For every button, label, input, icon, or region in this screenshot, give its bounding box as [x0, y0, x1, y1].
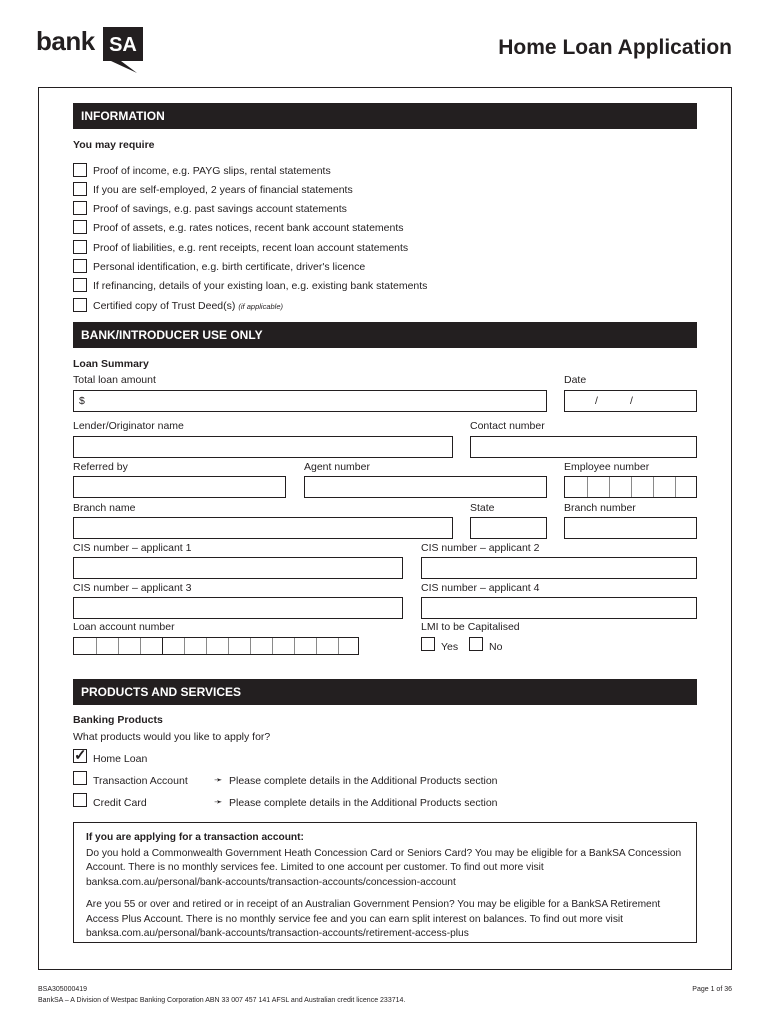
total-loan-amount-label: Total loan amount: [73, 374, 156, 386]
cis-applicant-2-field[interactable]: [421, 557, 697, 579]
information-checkbox[interactable]: [73, 259, 87, 273]
lmi-label: LMI to be Capitalised: [421, 621, 520, 633]
information-checkbox[interactable]: [73, 163, 87, 177]
cis-applicant-3-field[interactable]: [73, 597, 403, 619]
information-checkbox[interactable]: [73, 201, 87, 215]
information-item-label: If refinancing, details of your existing loan, e.g. existing bank statements: [93, 280, 428, 292]
products-heading: PRODUCTS AND SERVICES: [73, 679, 697, 705]
product-item-label: Home Loan: [93, 753, 148, 765]
employee-number-field[interactable]: [564, 476, 697, 498]
form-code: BSA305000419: [38, 986, 88, 993]
contact-number-field[interactable]: [470, 436, 697, 458]
products-question: What products would you like to apply for?: [73, 731, 271, 743]
cis-applicant-1-label: CIS number – applicant 1: [73, 542, 192, 554]
information-subheading: You may require: [73, 139, 155, 151]
cis-applicant-4-field[interactable]: [421, 597, 697, 619]
agent-number-field[interactable]: [304, 476, 547, 498]
loan-account-number-label: Loan account number: [73, 621, 175, 633]
state-label: State: [470, 502, 495, 514]
referred-by-label: Referred by: [73, 461, 128, 473]
product-item-label: Credit Card: [93, 797, 147, 809]
lmi-no-label: No: [489, 641, 503, 653]
lender-name-label: Lender/Originator name: [73, 420, 184, 432]
information-item-label: Personal identification, e.g. birth certificate, driver's licence: [93, 261, 366, 273]
cis-applicant-1-field[interactable]: [73, 557, 403, 579]
cis-applicant-4-label: CIS number – applicant 4: [421, 582, 540, 594]
banking-products-heading: Banking Products: [73, 714, 163, 726]
information-item-label: Proof of liabilities, e.g. rent receipts, recent loan account statements: [93, 242, 409, 254]
check-icon: ✓: [74, 747, 87, 764]
information-item-label: If you are self-employed, 2 years of financial statements: [93, 184, 353, 196]
information-checkbox[interactable]: [73, 278, 87, 292]
loan-summary-heading: Loan Summary: [73, 358, 149, 370]
product-item-label: Transaction Account: [93, 775, 188, 787]
lmi-yes-label: Yes: [441, 641, 459, 653]
information-checkbox[interactable]: [73, 182, 87, 196]
transaction-account-info-box: [73, 822, 697, 943]
lender-name-field[interactable]: [73, 436, 453, 458]
bank-use-heading: BANK/INTRODUCER USE ONLY: [73, 322, 697, 348]
information-item-label: Proof of savings, e.g. past savings account statements: [93, 203, 347, 215]
agent-number-label: Agent number: [304, 461, 370, 473]
information-item-label: Certified copy of Trust Deed(s) (if applicable): [93, 300, 283, 312]
total-loan-amount-field[interactable]: [73, 390, 547, 412]
arrow-right-icon: ➛: [214, 797, 223, 808]
information-checkbox[interactable]: [73, 240, 87, 254]
contact-number-label: Contact number: [470, 420, 545, 432]
page-title: Home Loan Application: [498, 36, 732, 59]
brand-logo-badge: [103, 27, 143, 73]
lmi-yes-checkbox[interactable]: [421, 637, 435, 651]
product-item-note: Please complete details in the Additional Products section: [229, 775, 498, 787]
info-box-title: If you are applying for a transaction account:: [86, 832, 304, 843]
page-number: Page 1 of 36: [692, 986, 732, 993]
branch-number-label: Branch number: [564, 502, 636, 514]
date-separator: /: [630, 395, 633, 407]
product-checkbox[interactable]: [73, 749, 87, 763]
product-checkbox[interactable]: [73, 793, 87, 807]
product-checkbox[interactable]: [73, 771, 87, 785]
cis-applicant-3-label: CIS number – applicant 3: [73, 582, 192, 594]
legal-text: BankSA – A Division of Westpac Banking Corporation ABN 33 007 457 141 AFSL and Australian credit licence 233714.: [38, 997, 406, 1004]
branch-name-label: Branch name: [73, 502, 136, 514]
concession-account-paragraph: Do you hold a Commonwealth Government Heath Concession Card or Seniors Card? You may be eligible for a BankSA Concession Account. There is no monthly services fee. Limited to one account per customer. To find out more visit banksa.com.au/personal/bank-accounts/transaction-accounts/concession-account: [86, 847, 682, 888]
cis-applicant-2-label: CIS number – applicant 2: [421, 542, 540, 554]
currency-symbol: $: [79, 395, 85, 407]
information-item-note: (if applicable): [238, 302, 283, 311]
branch-number-field[interactable]: [564, 517, 697, 539]
svg-text:SA: SA: [109, 34, 137, 56]
date-label: Date: [564, 374, 587, 386]
date-separator: /: [595, 395, 598, 407]
information-item-label: Proof of income, e.g. PAYG slips, rental statements: [93, 165, 331, 177]
brand-logo-text: bank: [36, 26, 95, 56]
information-checkbox[interactable]: [73, 298, 87, 312]
retirement-account-paragraph: Are you 55 or over and retired or in receipt of an Australian Government Pension? You may be eligible for a BankSA Retirement Access Plus Account. There is no monthly service fee and you can earn split interest on balances. To find out more visit banksa.com.au/personal/bank-accounts/transaction-accounts/retirement-access-plus: [86, 899, 661, 939]
information-checkbox[interactable]: [73, 220, 87, 234]
loan-account-number-field[interactable]: [73, 637, 359, 655]
date-field[interactable]: [564, 390, 697, 412]
employee-number-label: Employee number: [564, 461, 650, 473]
information-item-label: Proof of assets, e.g. rates notices, recent bank account statements: [93, 222, 404, 234]
information-heading: INFORMATION: [73, 103, 697, 129]
branch-name-field[interactable]: [73, 517, 453, 539]
state-field[interactable]: [470, 517, 547, 539]
lmi-no-checkbox[interactable]: [469, 637, 483, 651]
product-item-note: Please complete details in the Additional Products section: [229, 797, 498, 809]
referred-by-field[interactable]: [73, 476, 286, 498]
arrow-right-icon: ➛: [214, 775, 223, 786]
